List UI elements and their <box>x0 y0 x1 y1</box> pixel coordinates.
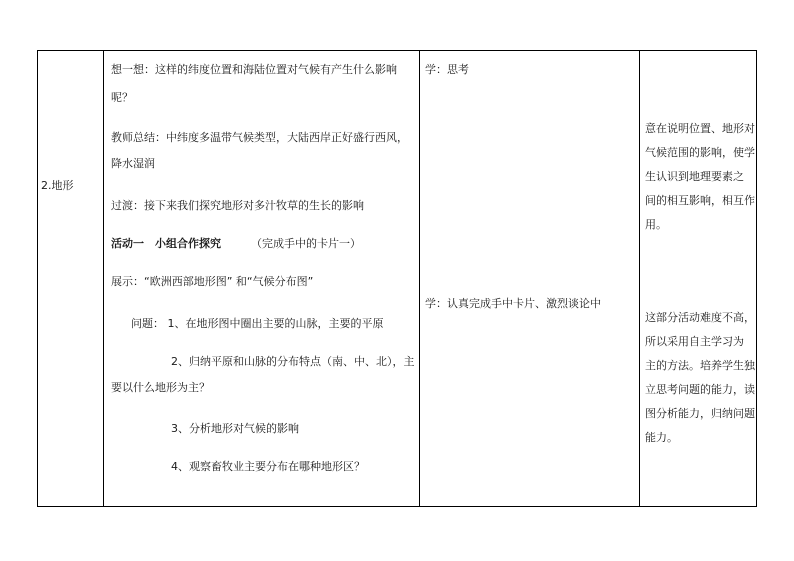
activity-note: （完成手中的卡片一） <box>251 237 361 250</box>
question-3: 3、分析地形对气候的影响 <box>171 422 299 435</box>
intent-line: 间的相互影响，相互作 <box>645 194 755 207</box>
question-2-cont: 要以什么地形为主？ <box>111 381 210 394</box>
intent-line: 所以采用自主学习为 <box>645 335 744 348</box>
intent-paragraph-1 <box>645 122 755 242</box>
section-label: 2.地形 <box>41 179 74 192</box>
intent-line: 意在说明位置、地形对 <box>645 122 755 135</box>
transition-text: 过渡：接下来我们探究地形对多汁牧草的生长的影响 <box>111 199 364 212</box>
student-task: 学：认真完成手中卡片、激烈谈论中 <box>425 297 601 310</box>
intent-line: 这部分活动难度不高， <box>645 311 755 324</box>
question-2: 2、归纳平原和山脉的分布特点（南、中、北），主 <box>171 355 415 368</box>
intent-line: 能力。 <box>645 431 678 444</box>
intent-line: 生认识到地理要素之 <box>645 170 744 183</box>
column-divider <box>639 51 640 506</box>
intent-line: 图分析能力，归纳问题 <box>645 407 755 420</box>
question-4: 4、观察畜牧业主要分布在哪种地形区？ <box>171 460 365 473</box>
teacher-summary-cont: 降水湿润 <box>111 157 155 170</box>
intent-paragraph-2 <box>645 311 755 455</box>
intent-line: 立思考问题的能力，读 <box>645 383 755 396</box>
student-think: 学：思考 <box>425 63 469 76</box>
think-question-cont: 呢？ <box>111 91 133 104</box>
display-text: 展示：“欧洲西部地形图” 和“气候分布图” <box>111 275 314 288</box>
lesson-table <box>37 50 757 507</box>
activity-title: 活动一 小组合作探究 <box>111 237 221 250</box>
intent-line: 主的方法。培养学生独 <box>645 359 755 372</box>
teacher-summary: 教师总结：中纬度多温带气候类型，大陆西岸正好盛行西风， <box>111 131 408 144</box>
intent-line: 气候范围的影响，使学 <box>645 146 755 159</box>
column-divider <box>419 51 420 506</box>
intent-line: 用。 <box>645 218 667 231</box>
question-1: 问题： 1、在地形图中圈出主要的山脉，主要的平原 <box>131 317 384 330</box>
column-divider <box>103 51 104 506</box>
think-question: 想一想：这样的纬度位置和海陆位置对气候有产生什么影响 <box>111 63 397 76</box>
